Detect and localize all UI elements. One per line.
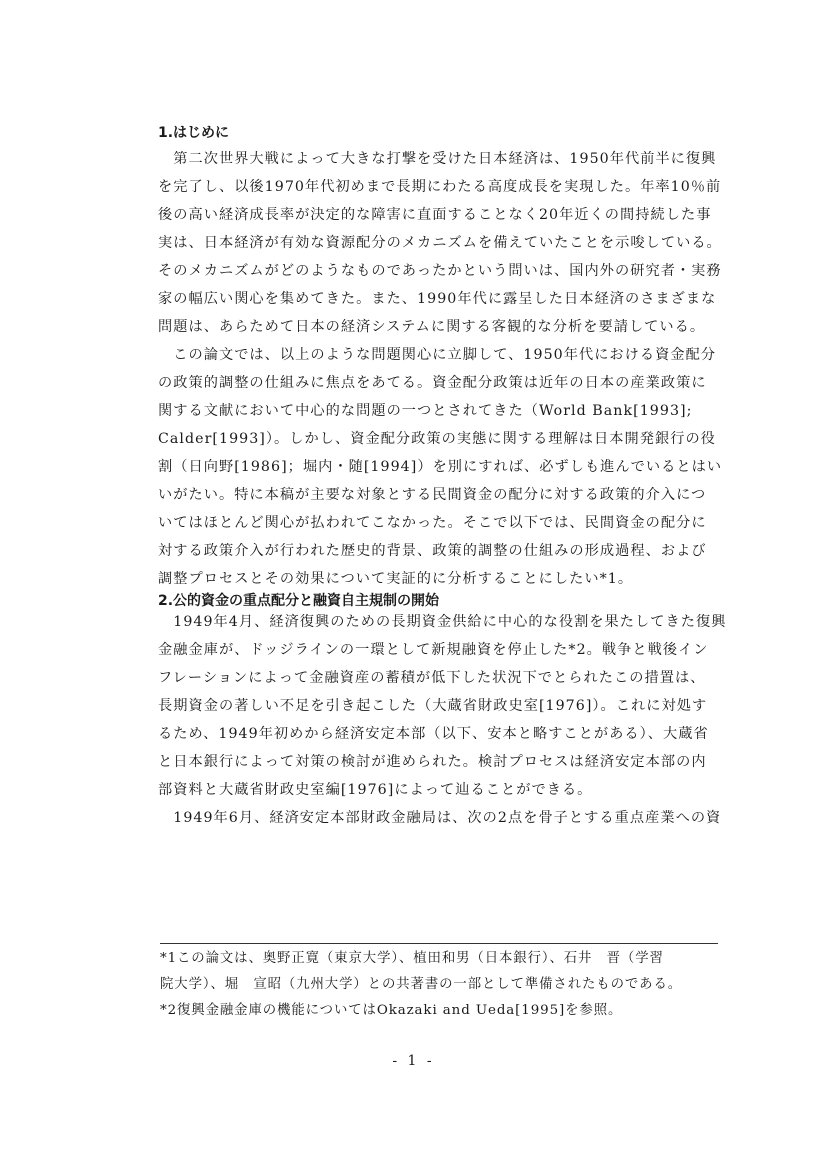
paragraph-line: 後の高い経済成長率が決定的な障害に直面することなく20年近くの間持続した事 [158,207,712,223]
paragraph-line: 問題は、あらためて日本の経済システムに関する客観的な分析を要請している。 [158,319,706,335]
paragraph-line: の政策的調整の仕組みに焦点をあてる。資金配分政策は近年の日本の産業政策に [158,375,707,391]
footnote-line: 院大学）、堀 宣昭（九州大学）との共著書の一部として準備されたものである。 [160,977,683,992]
paragraph-line: 家の幅広い関心を集めてきた。また、1990年代に露呈した日本経済のさまざまな [158,291,717,307]
paragraph-line: いがたい。特に本稿が主要な対象とする民間資金の配分に対する政策的介入につ [158,487,707,503]
paragraph-line: を完了し、以後1970年代初めまで長期にわたる高度成長を実現した。年率10％前 [158,179,722,195]
paragraph-line: と日本銀行によって対策の検討が進められた。検討プロセスは経済安定本部の内 [158,754,707,770]
footnote-line: *1この論文は、奥野正寛（東京大学）、植田和男（日本銀行）、石井 晋（学習 [160,951,664,966]
paragraph-line: フレーションによって金融資産の蓄積が低下した状況下でとられたこの措置は、 [158,670,706,686]
page-number: - 1 - [392,1053,435,1069]
section-2-heading: 2.公的資金の重点配分と融資自主規制の開始 [158,593,440,609]
paragraph-line: この論文では、以上のような問題関心に立脚して、1950年代における資金配分 [158,347,717,363]
paragraph-line: 金融金庫が、ドッジラインの一環として新規融資を停止した*2。戦争と戦後イン [158,642,709,658]
paragraph-line: 割（日向野[1986]；堀内・随[1994]）を別にすれば、必ずしも進んでいるとはい [158,459,723,475]
paragraph-line: 調整プロセスとその効果について実証的に分析することにしたい*1。 [158,571,634,587]
paragraph-line: Calder[1993]）。しかし、資金配分政策の実態に関する理解は日本開発銀行の役 [158,431,716,447]
footnote-line: *2復興金融金庫の機能についてはOkazaki and Ueda[1995]を参照。 [160,1003,623,1018]
paragraph-line: 1949年6月、経済安定本部財政金融局は、次の2点を骨子とする重点産業への資 [158,810,722,826]
footnote-divider [160,943,718,944]
paragraph-line: 対する政策介入が行われた歴史的背景、政策的調整の仕組みの形成過程、および [158,543,707,559]
paragraph-line: 1949年4月、経済復興のための長期資金供給に中心的な役割を果たしてきた復興 [158,614,727,630]
paragraph-line: 長期資金の著しい不足を引き起こした（大蔵省財政史室[1976]）。これに対処す [158,698,708,714]
paragraph-line: るため、1949年初めから経済安定本部（以下、安本と略すことがある）、大蔵省 [158,726,709,742]
paragraph-line: そのメカニズムがどのようなものであったかという問いは、国内外の研究者・実務 [158,263,722,279]
section-1-heading: 1.はじめに [158,125,230,141]
paragraph-line: 部資料と大蔵省財政史室編[1976]によって辿ることができる。 [158,782,593,798]
paragraph-line: 関する文献において中心的な問題の一つとされてきた（World Bank[1993]; [158,403,693,419]
paragraph-line: 実は、日本経済が有効な資源配分のメカニズムを備えていたことを示唆している。 [158,235,722,251]
paragraph-line: いてはほとんど関心が払われてこなかった。そこで以下では、民間資金の配分に [158,515,707,531]
paragraph-line: 第二次世界大戦によって大きな打撃を受けた日本経済は、1950年代前半に復興 [158,151,717,167]
